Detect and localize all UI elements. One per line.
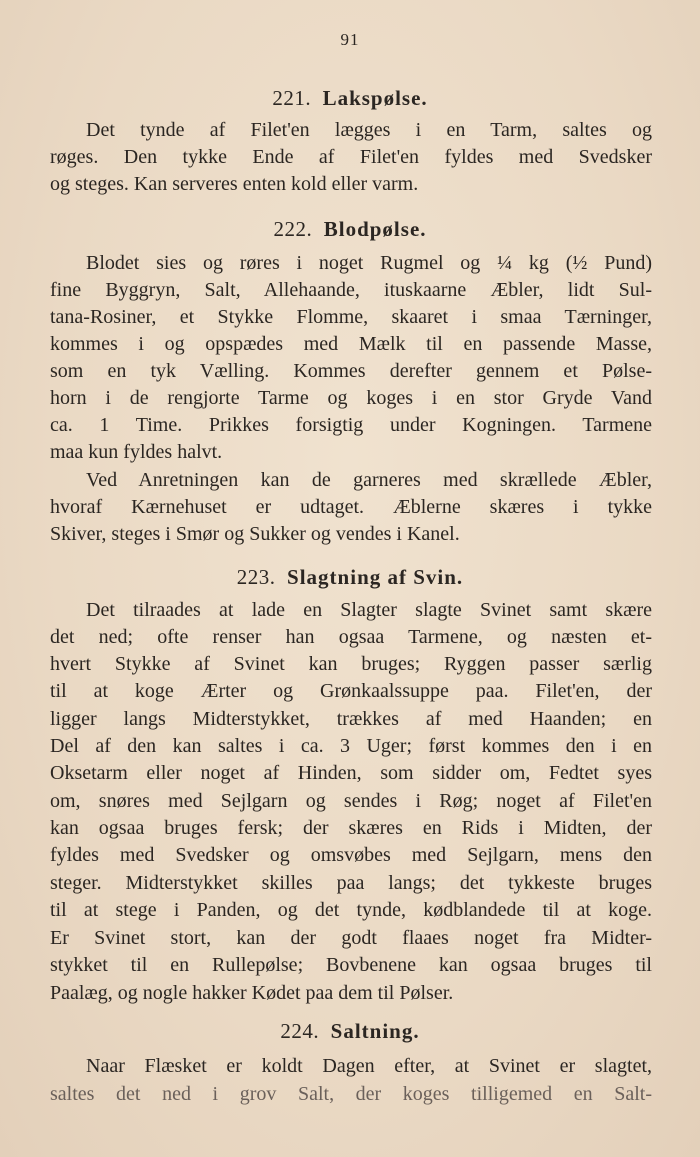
text-line: Ved Anretningen kan de garneres med skrællede Æbler, <box>86 469 652 491</box>
page-number: 91 <box>340 30 360 49</box>
section-number: 221. <box>272 86 312 110</box>
text-line: Er Svinet stort, kan der godt flaaes noget fra Midter- <box>50 927 652 949</box>
text-line: hvoraf Kærnehuset er udtaget. Æblerne skæres i tykke <box>50 496 652 518</box>
text-line: som en tyk Vælling. Kommes derefter gennem et Pølse- <box>50 360 652 382</box>
text-line: tana-Rosiner, et Stykke Flomme, skaaret i smaa Tærninger, <box>50 306 652 328</box>
text-line: fine Byggryn, Salt, Allehaande, ituskaarne Æbler, lidt Sul- <box>50 279 652 301</box>
text-line: saltes det ned i grov Salt, der koges tilligemed en Salt- <box>50 1083 652 1105</box>
text-line: ligger langs Midterstykket, trækkes af med Haanden; en <box>50 708 652 730</box>
text-line: til at stege i Panden, og det tynde, kødblandede til at koge. <box>50 899 652 921</box>
text-line: Det tynde af Filet'en lægges i en Tarm, saltes og <box>86 119 652 141</box>
section-heading-221 <box>0 86 700 111</box>
text-line: steger. Midterstykket skilles paa langs; det tykkeste bruges <box>50 872 652 894</box>
text-line: fyldes med Svedsker og omsvøbes med Sejlgarn, mens den <box>50 844 652 866</box>
text-line: hvert Stykke af Svinet kan bruges; Ryggen passer særlig <box>50 653 652 675</box>
section-title: Lakspølse. <box>322 86 428 110</box>
text-line: maa kun fyldes halvt. <box>50 441 223 463</box>
section-heading-224 <box>0 1019 700 1044</box>
text-line: ca. 1 Time. Prikkes forsigtig under Kogningen. Tarmene <box>50 414 652 436</box>
text-line: Paalæg, og nogle hakker Kødet paa dem til Pølser. <box>50 982 454 1004</box>
section-title: Blodpølse. <box>323 217 427 241</box>
text-line: det ned; ofte renser han ogsaa Tarmene, og næsten et- <box>50 626 652 648</box>
text-line: horn i de rengjorte Tarme og koges i en stor Gryde Vand <box>50 387 652 409</box>
section-title: Saltning. <box>330 1019 420 1043</box>
text-line: Oksetarm eller noget af Hinden, som sidder om, Fedtet syes <box>50 762 652 784</box>
text-line: Naar Flæsket er koldt Dagen efter, at Svinet er slagtet, <box>86 1055 652 1077</box>
text-line: røges. Den tykke Ende af Filet'en fyldes med Svedsker <box>50 146 652 168</box>
section-heading-223 <box>0 565 700 590</box>
text-line: og steges. Kan serveres enten kold eller varm. <box>50 173 419 195</box>
section-number: 223. <box>236 565 276 589</box>
text-line: til at koge Ærter og Grønkaalssuppe paa. Filet'en, der <box>50 680 652 702</box>
text-line: kan ogsaa bruges fersk; der skæres en Rids i Midten, der <box>50 817 652 839</box>
section-number: 224. <box>280 1019 320 1043</box>
text-line: Del af den kan saltes i ca. 3 Uger; først kommes den i en <box>50 735 652 757</box>
section-title: Slagtning af Svin. <box>287 565 464 589</box>
section-number: 222. <box>273 217 313 241</box>
text-line: stykket til en Rullepølse; Bovbenene kan ogsaa bruges til <box>50 954 652 976</box>
text-line: Skiver, steges i Smør og Sukker og vendes i Kanel. <box>50 523 460 545</box>
text-line: Det tilraades at lade en Slagter slagte Svinet samt skære <box>86 599 652 621</box>
text-line: om, snøres med Sejlgarn og sendes i Røg; noget af Filet'en <box>50 790 652 812</box>
text-line: kommes i og opspædes med Mælk til en passende Masse, <box>50 333 652 355</box>
text-line: Blodet sies og røres i noget Rugmel og ¼ kg (½ Pund) <box>86 252 652 274</box>
section-heading-222 <box>0 217 700 242</box>
